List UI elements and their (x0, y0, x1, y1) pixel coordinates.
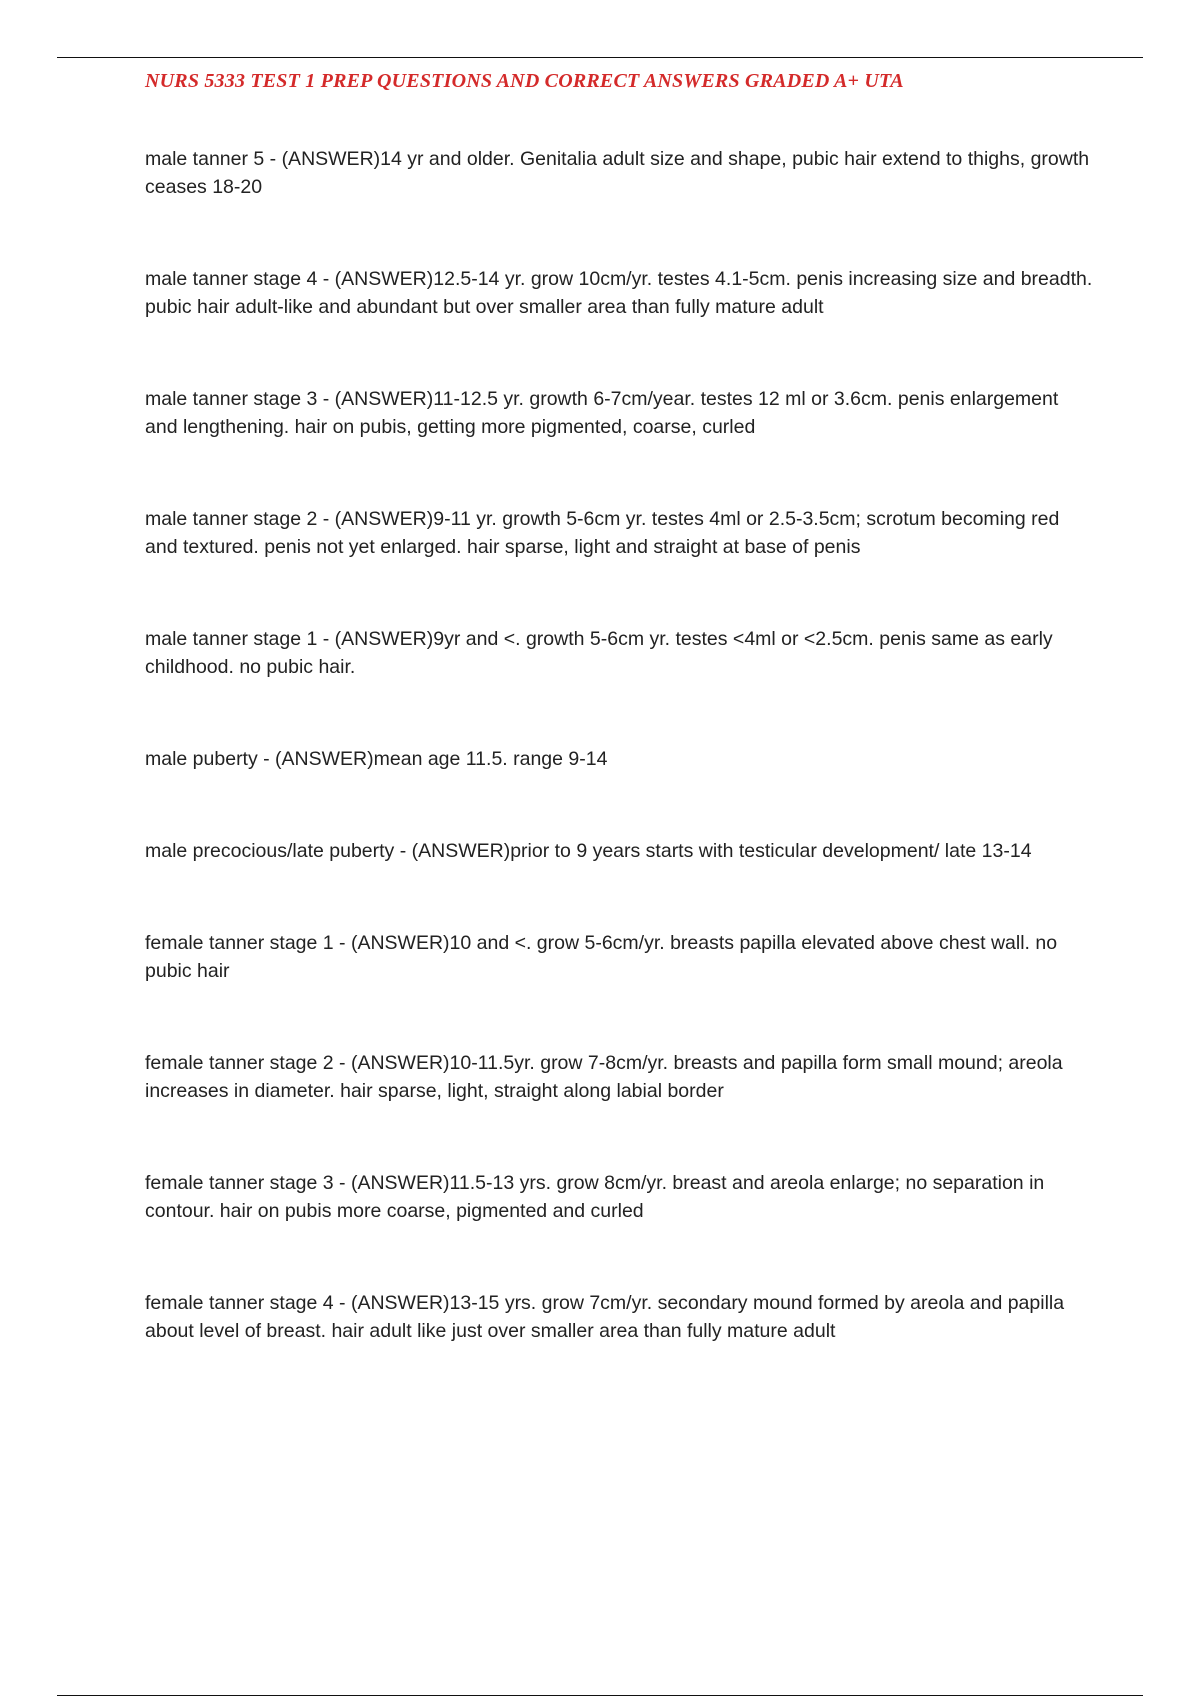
footer-rule (57, 1695, 1143, 1696)
qa-item-female-tanner-2: female tanner stage 2 - (ANSWER)10-11.5yr. grow 7-8cm/yr. breasts and papilla form small mound; areola increases in diameter. hair sparse, light, straight along labial border (145, 1052, 1063, 1102)
qa-item-male-tanner-2: male tanner stage 2 - (ANSWER)9-11 yr. growth 5-6cm yr. testes 4ml or 2.5-3.5cm; scrotum becoming red and textured. penis not yet enlarged. hair sparse, light and straight at base of penis (145, 508, 1060, 558)
qa-item-male-tanner-5: male tanner 5 - (ANSWER)14 yr and older. Genitalia adult size and shape, pubic hair extend to thighs, growth ceases 18-20 (145, 148, 1090, 198)
qa-item-male-tanner-4: male tanner stage 4 - (ANSWER)12.5-14 yr. grow 10cm/yr. testes 4.1-5cm. penis increasing size and breadth. pubic hair adult-like and abundant but over smaller area than fully mature adult (145, 268, 1093, 318)
qa-item-female-tanner-1: female tanner stage 1 - (ANSWER)10 and <. grow 5-6cm/yr. breasts papilla elevated above chest wall. no pubic hair (145, 932, 1058, 982)
qa-item-male-tanner-1: male tanner stage 1 - (ANSWER)9yr and <. growth 5-6cm yr. testes <4ml or <2.5cm. penis same as early childhood. no pubic hair. (145, 628, 1053, 678)
qa-item-female-tanner-3: female tanner stage 3 - (ANSWER)11.5-13 yrs. grow 8cm/yr. breast and areola enlarge; no separation in contour. hair on pubis more coarse, pigmented and curled (145, 1172, 1045, 1222)
qa-item-male-tanner-3: male tanner stage 3 - (ANSWER)11-12.5 yr. growth 6-7cm/year. testes 12 ml or 3.6cm. penis enlargement and lengthening. hair on pubis, getting more pigmented, coarse, curled (145, 388, 1059, 438)
document-title: NURS 5333 TEST 1 PREP QUESTIONS AND CORRECT ANSWERS GRADED A+ UTA (145, 70, 904, 92)
header-rule (57, 57, 1143, 58)
qa-item-male-puberty: male puberty - (ANSWER)mean age 11.5. range 9-14 (145, 748, 608, 770)
qa-list (145, 145, 1095, 1409)
qa-item-male-precocious-puberty: male precocious/late puberty - (ANSWER)prior to 9 years starts with testicular development/ late 13-14 (145, 840, 1032, 862)
qa-item-female-tanner-4: female tanner stage 4 - (ANSWER)13-15 yrs. grow 7cm/yr. secondary mound formed by areola and papilla about level of breast. hair adult like just over smaller area than fully mature adult (145, 1292, 1065, 1342)
